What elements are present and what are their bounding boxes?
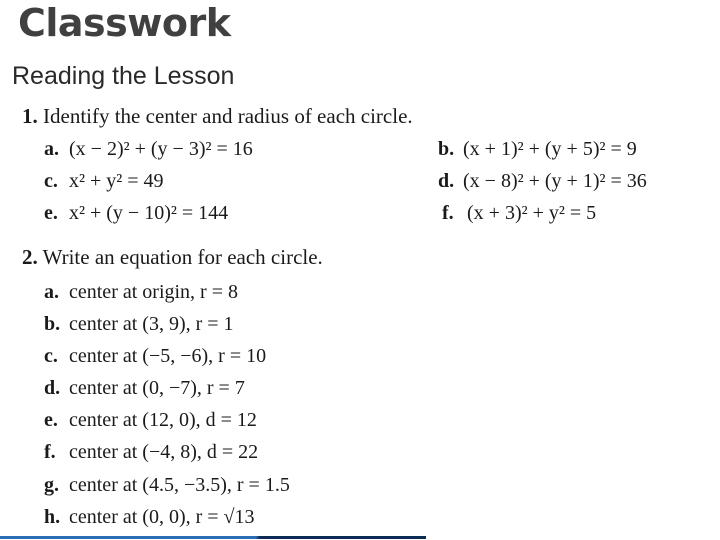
- item-equation: (x + 3)² + y² = 5: [467, 202, 597, 224]
- item-text: center at (−4, 8), d = 22: [69, 441, 259, 463]
- item-text: center at (0, 0), r = √13: [69, 506, 255, 528]
- item-label: d.: [438, 170, 455, 192]
- item-equation: (x + 1)² + (y + 5)² = 9: [463, 138, 637, 160]
- exercise-item: [44, 280, 238, 304]
- exercise-item: [438, 169, 647, 193]
- item-label: c.: [44, 345, 58, 367]
- page-title: Classwork: [18, 1, 231, 45]
- question-number: 2.: [22, 245, 38, 269]
- exercise-item: [442, 201, 596, 225]
- item-label: e.: [44, 202, 58, 224]
- exercise-item: [44, 344, 266, 368]
- item-text: center at (12, 0), d = 12: [69, 409, 257, 431]
- exercise-item: [44, 201, 228, 225]
- item-equation: (x − 2)² + (y − 3)² = 16: [69, 138, 253, 160]
- exercise-item: [44, 440, 258, 464]
- item-label: c.: [44, 170, 58, 192]
- exercise-item: [44, 473, 290, 497]
- item-text: center at (−5, −6), r = 10: [69, 345, 267, 367]
- question-prompt: Write an equation for each circle.: [42, 245, 323, 269]
- item-equation: (x − 8)² + (y + 1)² = 36: [463, 170, 647, 192]
- exercise-item: [44, 505, 255, 529]
- item-label: b.: [44, 313, 61, 335]
- item-label: e.: [44, 409, 58, 431]
- item-text: center at (4.5, −3.5), r = 1.5: [69, 474, 290, 496]
- item-label: d.: [44, 377, 61, 399]
- item-label: f.: [44, 441, 56, 463]
- item-label: a.: [44, 281, 59, 303]
- item-text: center at (0, −7), r = 7: [69, 377, 245, 399]
- bottom-divider: [0, 536, 426, 539]
- question-1: [22, 103, 413, 129]
- exercise-item: [44, 137, 253, 161]
- question-number: 1.: [22, 104, 38, 128]
- item-equation: x² + (y − 10)² = 144: [69, 202, 229, 224]
- item-label: h.: [44, 506, 61, 528]
- exercise-item: [44, 376, 245, 400]
- exercise-item: [44, 312, 234, 336]
- item-label: a.: [44, 138, 59, 160]
- item-label: b.: [438, 138, 455, 160]
- item-text: center at origin, r = 8: [69, 281, 238, 303]
- item-label: g.: [44, 474, 59, 496]
- item-equation: x² + y² = 49: [69, 170, 164, 192]
- item-text: center at (3, 9), r = 1: [69, 313, 234, 335]
- item-label: f.: [442, 202, 454, 224]
- question-prompt: Identify the center and radius of each circle.: [43, 104, 413, 128]
- exercise-item: [44, 169, 164, 193]
- exercise-item: [44, 408, 257, 432]
- question-2: [22, 244, 323, 270]
- exercise-item: [438, 137, 637, 161]
- section-heading: Reading the Lesson: [12, 62, 235, 90]
